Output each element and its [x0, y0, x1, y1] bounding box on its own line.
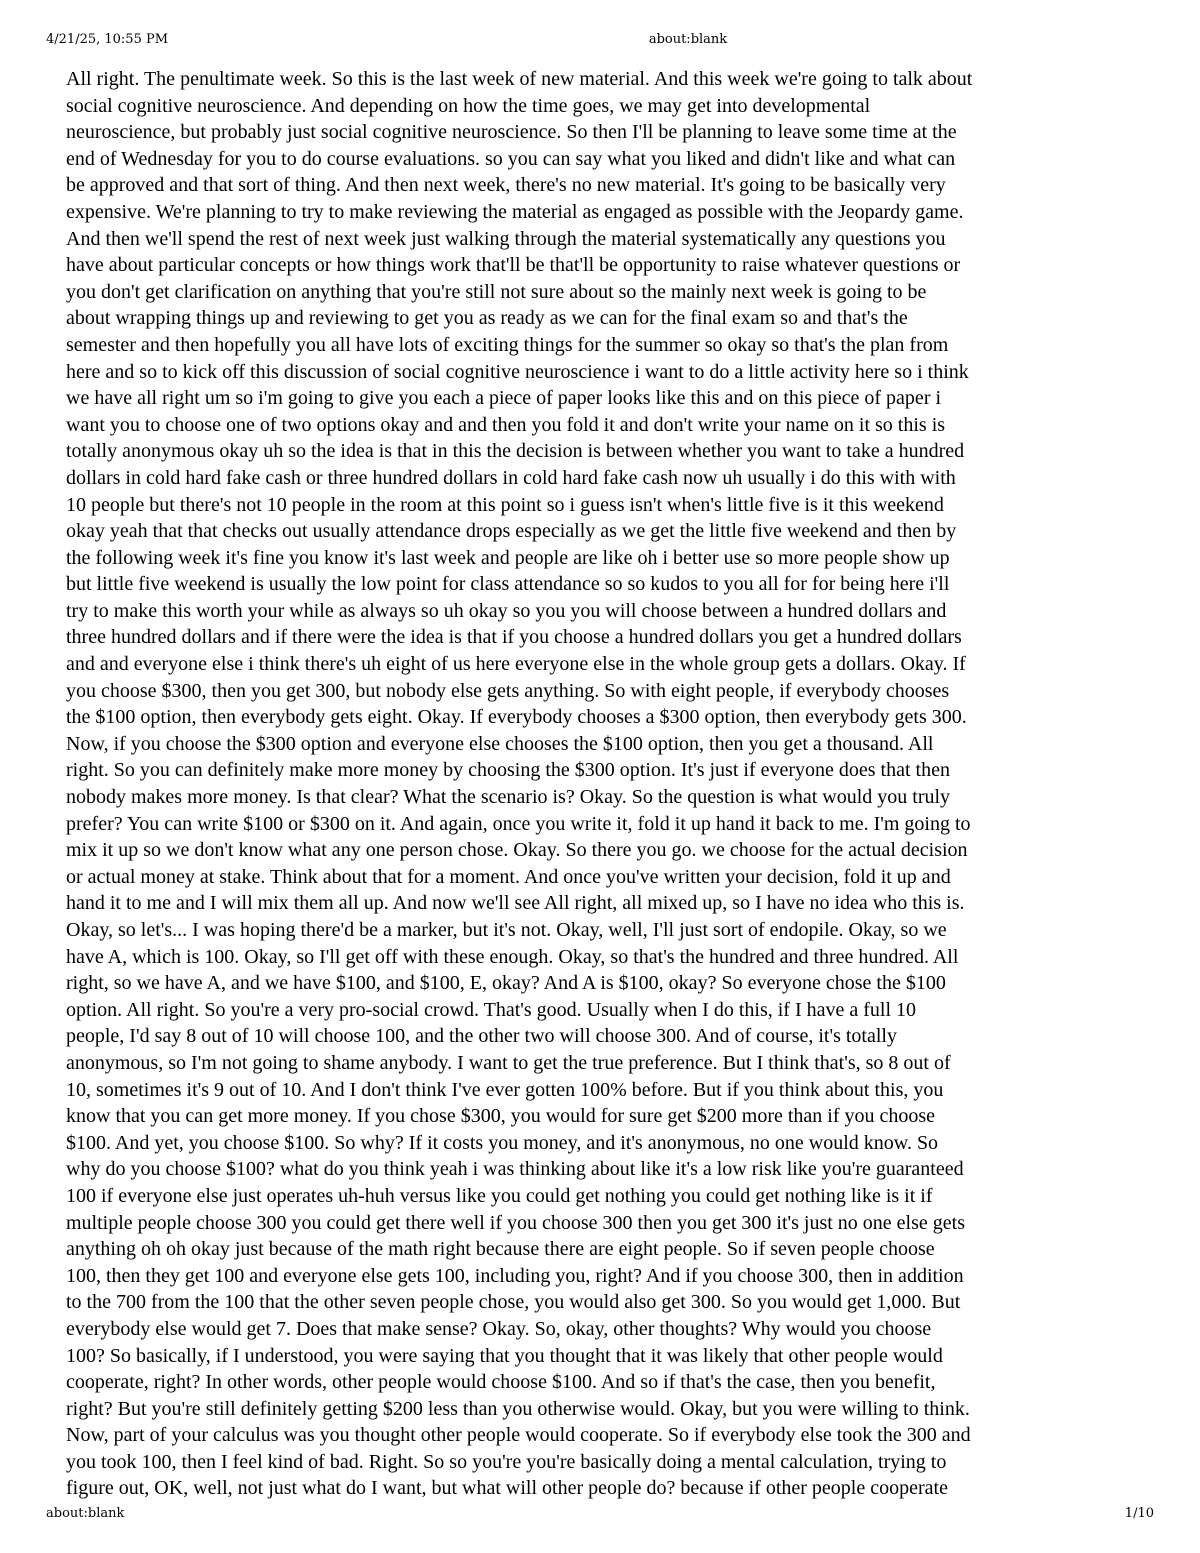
transcript-line: expensive. We're planning to try to make reviewing the material as engaged as possible with the Jeopardy game.	[66, 200, 964, 223]
transcript-line: 10, sometimes it's 9 out of 10. And I don't think I've ever gotten 100% before. But if you think about this, you	[66, 1078, 944, 1101]
transcript-line: Now, if you choose the $300 option and everyone else chooses the $100 option, then you get a thousand. All	[66, 732, 934, 755]
transcript-line: we have all right um so i'm going to give you each a piece of paper looks like this and on this piece of paper i	[66, 387, 942, 410]
transcript-line: option. All right. So you're a very pro-social crowd. That's good. Usually when I do this, if I have a full 10	[66, 998, 917, 1021]
transcript-line: dollars in cold hard fake cash or three hundred dollars in cold hard fake cash now uh usually i do this with with	[66, 466, 956, 489]
transcript-line: anything oh oh okay just because of the math right because there are eight people. So if seven people choose	[66, 1238, 935, 1261]
transcript-line: semester and then hopefully you all have lots of exciting things for the summer so okay so that's the plan from	[66, 333, 949, 356]
transcript-line: Now, part of your calculus was you thought other people would cooperate. So if everybody else took the 300 and	[66, 1424, 971, 1447]
transcript-line: the $100 option, then everybody gets eight. Okay. If everybody chooses a $300 option, then everybody gets 300.	[66, 706, 967, 729]
transcript-line: 10 people but there's not 10 people in the room at this point so i guess isn't when's little five is it this weekend	[66, 493, 944, 516]
transcript-line: you don't get clarification on anything that you're still not sure about so the mainly next week is going to be	[66, 280, 927, 303]
transcript-line: three hundred dollars and if there were the idea is that if you choose a hundred dollars you get a hundred dollars	[66, 626, 962, 649]
transcript-line: right. So you can definitely make more money by choosing the $300 option. It's just if everyone does that then	[66, 759, 950, 782]
transcript-line: the following week it's fine you know it's last week and people are like oh i better use so more people show up	[66, 546, 950, 569]
print-url: about:blank	[46, 1506, 125, 1521]
transcript-line: know that you can get more money. If you chose $300, you would for sure get $200 more than if you choose	[66, 1105, 936, 1128]
print-page-number: 1/10	[1124, 1506, 1154, 1521]
transcript-line: everybody else would get 7. Does that make sense? Okay. So, okay, other thoughts? Why would you choose	[66, 1317, 932, 1340]
transcript-line: nobody makes more money. Is that clear? What the scenario is? Okay. So the question is what would you truly	[66, 786, 951, 809]
transcript-line: 100 if everyone else just operates uh-huh versus like you could get nothing you could get nothing like is it if	[66, 1184, 933, 1207]
transcript-line: hand it to me and I will mix them all up. And now we'll see All right, all mixed up, so I have no idea who this is.	[66, 892, 965, 915]
transcript-body	[66, 66, 1140, 1500]
transcript-line: have A, which is 100. Okay, so I'll get off with these enough. Okay, so that's the hundred and three hundred. All	[66, 945, 959, 968]
transcript-line: right? But you're still definitely getting $200 less than you otherwise would. Okay, but you were willing to think.	[66, 1397, 970, 1420]
transcript-line: multiple people choose 300 you could get there well if you choose 300 then you get 300 it's just no one else gets	[66, 1211, 965, 1234]
transcript-line: and and everyone else i think there's uh eight of us here everyone else in the whole group gets a dollars. Okay. If	[66, 653, 966, 676]
transcript-line: have about particular concepts or how things work that'll be that'll be opportunity to raise whatever questions or	[66, 254, 961, 277]
transcript-line: cooperate, right? In other words, other people would choose $100. And so if that's the case, then you benefit,	[66, 1371, 936, 1394]
transcript-line: to the 700 from the 100 that the other seven people chose, you would also get 300. So you would get 1,000. But	[66, 1291, 961, 1314]
transcript-line: neuroscience, but probably just social cognitive neuroscience. So then I'll be planning to leave some time at the	[66, 121, 957, 144]
transcript-line: And then we'll spend the rest of next week just walking through the material systematically any questions you	[66, 227, 946, 250]
transcript-line: here and so to kick off this discussion of social cognitive neuroscience i want to do a little activity here so i think	[66, 360, 969, 383]
transcript-line: why do you choose $100? what do you think yeah i was thinking about like it's a low risk like you're guaranteed	[66, 1158, 964, 1181]
print-datetime: 4/21/25, 10:55 PM	[46, 32, 169, 47]
transcript-line: but little five weekend is usually the low point for class attendance so so kudos to you all for for being here i'll	[66, 573, 950, 596]
print-page-title: about:blank	[648, 32, 728, 47]
transcript-line: 100, then they get 100 and everyone else gets 100, including you, right? And if you choose 300, then in addition	[66, 1264, 964, 1287]
transcript-line: okay yeah that that checks out usually attendance drops especially as we get the little five weekend and then by	[66, 520, 957, 543]
transcript-line: right, so we have A, and we have $100, and $100, E, okay? And A is $100, okay? So everyone chose the $100	[66, 972, 946, 995]
transcript-line: 100? So basically, if I understood, you were saying that you thought that it was likely that other people would	[66, 1344, 943, 1367]
transcript-line: anonymous, so I'm not going to shame anybody. I want to get the true preference. But I think that's, so 8 out of	[66, 1051, 951, 1074]
transcript-line: Okay, so let's... I was hoping there'd be a marker, but it's not. Okay, well, I'll just sort of endopile. Okay, so we	[66, 919, 947, 941]
transcript-line: mix it up so we don't know what any one person chose. Okay. So there you go. we choose for the actual decision	[66, 839, 968, 862]
transcript-line: want you to choose one of two options okay and and then you fold it and don't write your name on it so this is	[66, 413, 946, 436]
transcript-line: figure out, OK, well, not just what do I want, but what will other people do? because if other people cooperate	[66, 1477, 948, 1500]
transcript-line: end of Wednesday for you to do course evaluations. so you can say what you liked and didn't like and what can	[66, 147, 956, 170]
transcript-line: about wrapping things up and reviewing to get you as ready as we can for the final exam so and that's the	[66, 307, 908, 330]
transcript-line: $100. And yet, you choose $100. So why? If it costs you money, and it's anonymous, no one would know. So	[66, 1131, 939, 1154]
transcript-line: people, I'd say 8 out of 10 will choose 100, and the other two will choose 300. And of course, it's totally	[66, 1025, 897, 1048]
transcript-line: you took 100, then I feel kind of bad. Right. So so you're you're basically doing a mental calculation, trying to	[66, 1450, 947, 1473]
transcript-line: or actual money at stake. Think about that for a moment. And once you've written your decision, fold it up and	[66, 865, 951, 888]
transcript-line: social cognitive neuroscience. And depending on how the time goes, we may get into developmental	[66, 94, 871, 117]
transcript-line: try to make this worth your while as always so uh okay so you you will choose between a hundred dollars and	[66, 599, 947, 622]
transcript-line: totally anonymous okay uh so the idea is that in this the decision is between whether you want to take a hundred	[66, 440, 965, 463]
transcript-line: prefer? You can write $100 or $300 on it. And again, once you write it, fold it up hand it back to me. I'm going to	[66, 812, 971, 835]
transcript-line: be approved and that sort of thing. And then next week, there's no new material. It's going to be basically very	[66, 174, 946, 197]
transcript-line: All right. The penultimate week. So this is the last week of new material. And this week we're going to talk about	[66, 68, 973, 90]
transcript-line: you choose $300, then you get 300, but nobody else gets anything. So with eight people, if everybody chooses	[66, 679, 950, 702]
